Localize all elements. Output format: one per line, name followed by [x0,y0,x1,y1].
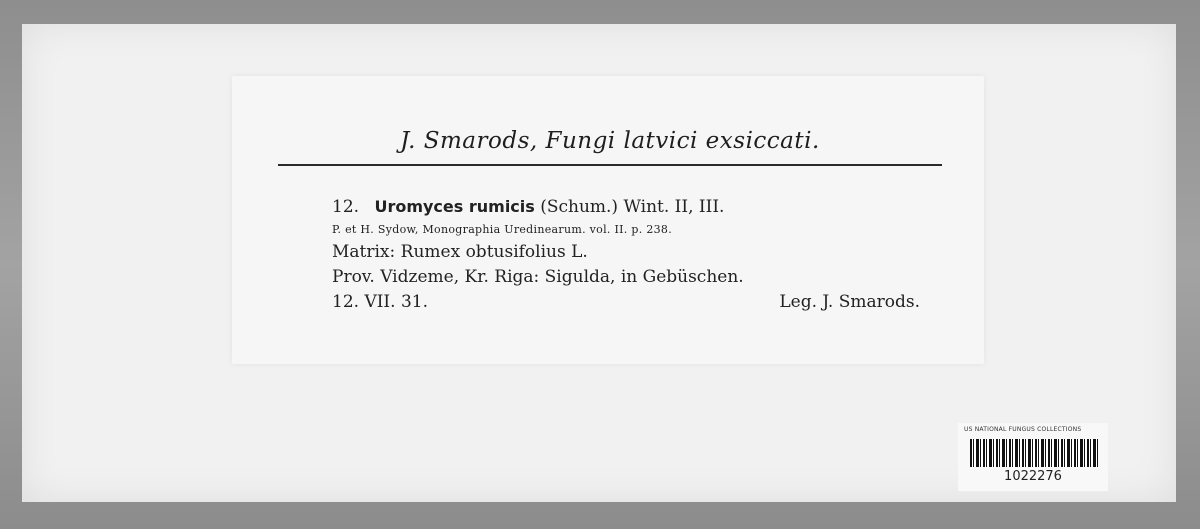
matrix-line: Matrix: Rumex obtusifolius L. [332,242,588,262]
label-title: J. Smarods, Fungi latvici exsiccati. [400,128,820,154]
label-body [332,194,952,315]
exsiccata-number: 12. [332,197,360,217]
specimen-label [232,76,984,364]
collector: Leg. J. Smarods. [779,292,920,312]
collection-date: 12. VII. 31. [332,292,428,312]
title-rule [278,164,942,166]
barcode-label [958,423,1108,491]
barcode-bars [970,439,1098,467]
date-collector-line [332,290,920,315]
species-authority: (Schum.) Wint. II, III. [540,197,725,217]
barcode-number: 1022276 [1004,469,1062,484]
locality-line: Prov. Vidzeme, Kr. Riga: Sigulda, in Gebüschen. [332,267,744,287]
barcode-institution: US NATIONAL FUNGUS COLLECTIONS [964,426,1082,433]
reference-line: P. et H. Sydow, Monographia Uredinearum. vol. II. p. 238. [332,223,673,236]
species-line [332,194,952,220]
species-name: Uromyces rumicis [374,197,535,216]
